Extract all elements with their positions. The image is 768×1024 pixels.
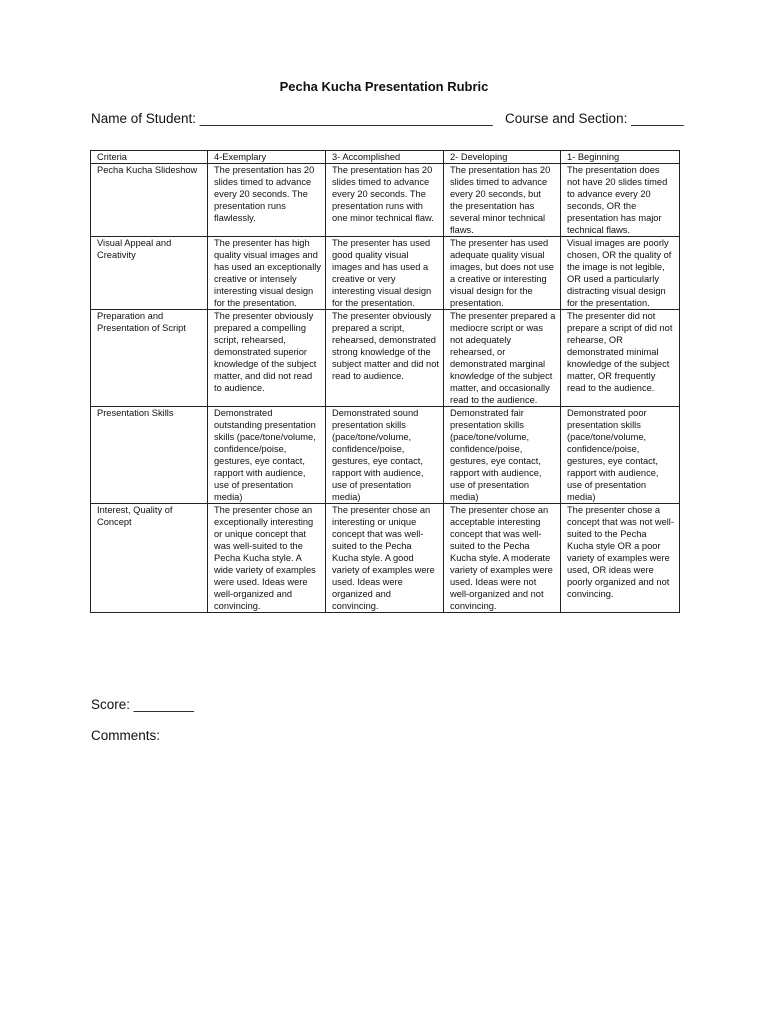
developing-cell: The presenter has used adequate quality visual images, but does not use a creative or interesting visual design for the presentation. <box>444 237 561 310</box>
criteria-cell: Interest, Quality of Concept <box>91 504 208 613</box>
header-developing: 2- Developing <box>444 151 561 164</box>
header-beginning: 1- Beginning <box>561 151 680 164</box>
score-line: Score: ________ <box>91 697 194 712</box>
student-info-line <box>91 111 684 126</box>
developing-cell: Demonstrated fair presentation skills (pace/tone/volume, confidence/poise, gestures, eye contact, rapport with audience, use of presentation media) <box>444 407 561 504</box>
table-row <box>91 504 680 613</box>
beginning-cell: Visual images are poorly chosen, OR the quality of the image is not legible, OR used a particularly distracting visual design for the presentation. <box>561 237 680 310</box>
table-row <box>91 237 680 310</box>
exemplary-cell: The presenter chose an exceptionally interesting or unique concept that was well-suited to the Pecha Kucha style. A wide variety of examples were used. Ideas were well-organized and convincing. <box>208 504 326 613</box>
header-row <box>91 151 680 164</box>
header-accomplished: 3- Accomplished <box>326 151 444 164</box>
accomplished-cell: The presenter has used good quality visual images and has used a creative or very interesting visual design for the presentation. <box>326 237 444 310</box>
accomplished-cell: Demonstrated sound presentation skills (pace/tone/volume, confidence/poise, gestures, eye contact, rapport with audience, use of presentation media) <box>326 407 444 504</box>
rubric-table <box>90 150 680 613</box>
beginning-cell: The presenter chose a concept that was not well-suited to the Pecha Kucha style OR a poor variety of examples were used, OR ideas were poorly organized and not convincing. <box>561 504 680 613</box>
exemplary-cell: The presenter has high quality visual images and has used an exceptionally creative or intensely interesting visual design for the presentation. <box>208 237 326 310</box>
beginning-cell: Demonstrated poor presentation skills (pace/tone/volume, confidence/poise, gestures, eye contact, rapport with audience, use of presentation media) <box>561 407 680 504</box>
header-exemplary: 4-Exemplary <box>208 151 326 164</box>
accomplished-cell: The presenter chose an interesting or unique concept that was well-suited to the Pecha Kucha style. A good variety of examples were used. Ideas were organized and convincing. <box>326 504 444 613</box>
accomplished-cell: The presentation has 20 slides timed to advance every 20 seconds. The presentation runs with one minor technical flaw. <box>326 164 444 237</box>
developing-cell: The presenter chose an acceptable interesting concept that was well-suited to the Pecha Kucha style. A moderate variety of examples were used. Ideas were not well-organized and not convincing. <box>444 504 561 613</box>
exemplary-cell: Demonstrated outstanding presentation skills (pace/tone/volume, confidence/poise, gestures, eye contact, rapport with audience, use of presentation media) <box>208 407 326 504</box>
table-row <box>91 164 680 237</box>
student-name-field: Name of Student: _______________________________________ <box>91 111 493 126</box>
header-criteria: Criteria <box>91 151 208 164</box>
exemplary-cell: The presenter obviously prepared a compelling script, rehearsed, demonstrated superior knowledge of the subject matter, and did not read to audience. <box>208 310 326 407</box>
course-section-field: Course and Section: _______ <box>505 111 684 126</box>
developing-cell: The presentation has 20 slides timed to advance every 20 seconds, but the presentation has several minor technical flaws. <box>444 164 561 237</box>
beginning-cell: The presentation does not have 20 slides timed to advance every 20 seconds, OR the presentation has major technical flaws. <box>561 164 680 237</box>
criteria-cell: Preparation and Presentation of Script <box>91 310 208 407</box>
accomplished-cell: The presenter obviously prepared a script, rehearsed, demonstrated strong knowledge of the subject matter and did not read to audience. <box>326 310 444 407</box>
criteria-cell: Presentation Skills <box>91 407 208 504</box>
criteria-cell: Visual Appeal and Creativity <box>91 237 208 310</box>
beginning-cell: The presenter did not prepare a script of did not rehearse, OR demonstrated minimal knowledge of the subject matter, OR frequently read to the audience. <box>561 310 680 407</box>
exemplary-cell: The presentation has 20 slides timed to advance every 20 seconds. The presentation runs flawlessly. <box>208 164 326 237</box>
table-row <box>91 310 680 407</box>
comments-label: Comments: <box>91 728 161 743</box>
table-row <box>91 407 680 504</box>
criteria-cell: Pecha Kucha Slideshow <box>91 164 208 237</box>
developing-cell: The presenter prepared a mediocre script or was not adequately rehearsed, or demonstrated marginal knowledge of the subject matter, and occasionally read to the audience. <box>444 310 561 407</box>
document-title: Pecha Kucha Presentation Rubric <box>279 79 489 94</box>
